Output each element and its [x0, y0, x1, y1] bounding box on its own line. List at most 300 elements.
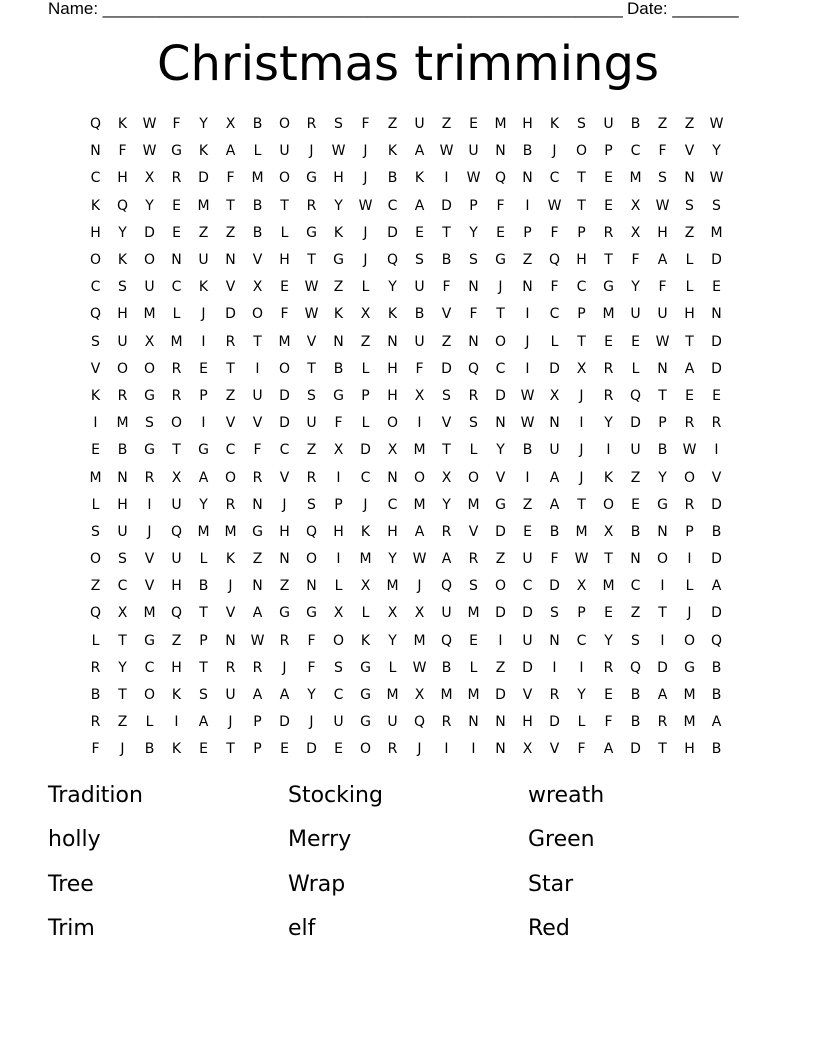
grid-letter: O	[278, 170, 291, 187]
grid-letter: I	[660, 578, 665, 595]
word-list-item: Tradition	[48, 783, 143, 808]
grid-letter: N	[279, 551, 290, 568]
grid-letter: W	[412, 659, 427, 676]
grid-letter: Y	[388, 632, 397, 649]
grid-letter: X	[414, 387, 425, 404]
grid-letter: U	[603, 116, 614, 133]
grid-letter: R	[468, 387, 479, 404]
grid-letter: O	[251, 306, 264, 323]
grid-letter: Z	[225, 224, 236, 241]
grid-letter: M	[467, 687, 480, 704]
grid-letter: J	[147, 523, 152, 540]
grid-letter: D	[495, 605, 506, 622]
grid-letter: G	[198, 442, 209, 459]
grid-letter: G	[144, 632, 155, 649]
grid-letter: J	[363, 252, 368, 269]
grid-letter: I	[201, 333, 206, 350]
grid-letter: J	[309, 143, 314, 160]
grid-letter: C	[522, 578, 533, 595]
grid-letter: S	[577, 116, 586, 133]
grid-letter: A	[657, 252, 668, 269]
grid-letter: O	[170, 415, 183, 432]
grid-letter: H	[171, 578, 182, 595]
grid-letter: P	[253, 714, 262, 731]
word-list-item: Red	[528, 915, 570, 941]
grid-letter: D	[711, 496, 722, 513]
grid-letter: F	[415, 360, 424, 377]
grid-letter: U	[252, 387, 263, 404]
grid-letter: P	[685, 523, 694, 540]
grid-letter: D	[522, 659, 533, 676]
grid-letter: N	[684, 170, 695, 187]
grid-letter: Q	[629, 387, 642, 404]
grid-letter: O	[278, 360, 291, 377]
grid-letter: F	[172, 116, 181, 133]
grid-letter: I	[714, 442, 719, 459]
grid-letter: X	[117, 605, 128, 622]
grid-letter: J	[417, 578, 422, 595]
grid-letter: N	[225, 632, 236, 649]
grid-letter: N	[495, 741, 506, 758]
grid-letter: D	[495, 523, 506, 540]
grid-letter: Y	[631, 279, 640, 296]
grid-letter: S	[145, 415, 154, 432]
grid-letter: N	[711, 306, 722, 323]
grid-letter: H	[279, 252, 290, 269]
grid-letter: J	[120, 741, 125, 758]
grid-letter: K	[90, 387, 101, 404]
grid-letter: T	[496, 306, 505, 323]
grid-letter: E	[280, 741, 289, 758]
grid-letter: X	[603, 523, 614, 540]
grid-letter: N	[333, 333, 344, 350]
name-field-label: Name: _______________________________________________________	[48, 0, 623, 18]
grid-letter: I	[525, 360, 530, 377]
grid-letter: O	[143, 360, 156, 377]
grid-letter: Z	[441, 333, 452, 350]
grid-letter: O	[602, 496, 615, 513]
grid-letter: H	[387, 387, 398, 404]
grid-letter: I	[444, 741, 449, 758]
grid-letter: R	[90, 659, 101, 676]
grid-letter: R	[144, 469, 155, 486]
grid-letter: J	[417, 741, 422, 758]
grid-letter: H	[684, 306, 695, 323]
grid-letter: D	[279, 714, 290, 731]
grid-letter: V	[90, 360, 101, 377]
grid-letter: V	[441, 415, 452, 432]
grid-letter: G	[495, 496, 506, 513]
grid-letter: Q	[89, 306, 102, 323]
grid-letter: C	[576, 279, 587, 296]
grid-letter: C	[90, 279, 101, 296]
grid-letter: M	[494, 116, 507, 133]
grid-letter: R	[684, 496, 695, 513]
grid-letter: Z	[495, 659, 506, 676]
grid-letter: Q	[170, 523, 183, 540]
grid-letter: R	[603, 224, 614, 241]
grid-letter: X	[333, 442, 344, 459]
grid-letter: T	[604, 252, 613, 269]
grid-letter: M	[602, 578, 615, 595]
grid-letter: B	[630, 116, 641, 133]
grid-letter: Z	[522, 496, 533, 513]
grid-letter: V	[306, 333, 317, 350]
grid-letter: A	[252, 687, 263, 704]
grid-letter: M	[575, 523, 588, 540]
grid-letter: C	[333, 687, 344, 704]
grid-letter: C	[576, 632, 587, 649]
grid-letter: T	[442, 442, 451, 459]
grid-letter: D	[549, 714, 560, 731]
grid-letter: I	[255, 360, 260, 377]
grid-letter: L	[199, 551, 208, 568]
grid-letter: C	[495, 360, 506, 377]
grid-letter: R	[252, 659, 263, 676]
grid-letter: M	[170, 333, 183, 350]
grid-letter: U	[522, 632, 533, 649]
grid-letter: G	[252, 523, 263, 540]
grid-letter: K	[198, 143, 209, 160]
grid-letter: D	[198, 170, 209, 187]
grid-letter: F	[658, 279, 667, 296]
grid-letter: O	[89, 252, 102, 269]
grid-letter: Z	[117, 714, 128, 731]
grid-letter: J	[282, 496, 287, 513]
grid-letter: D	[225, 306, 236, 323]
grid-letter: G	[360, 687, 371, 704]
grid-letter: J	[363, 224, 368, 241]
grid-letter: O	[413, 469, 426, 486]
grid-letter: Y	[118, 224, 127, 241]
grid-letter: S	[334, 659, 343, 676]
grid-letter: T	[658, 741, 667, 758]
grid-letter: Z	[225, 387, 236, 404]
grid-letter: X	[144, 170, 155, 187]
grid-letter: Z	[306, 442, 317, 459]
grid-letter: F	[577, 741, 586, 758]
grid-letter: Z	[90, 578, 101, 595]
grid-row	[82, 301, 732, 328]
grid-row	[82, 464, 732, 491]
grid-letter: L	[631, 360, 640, 377]
grid-letter: K	[90, 197, 101, 214]
grid-letter: M	[683, 687, 696, 704]
grid-letter: V	[252, 252, 263, 269]
grid-letter: H	[90, 224, 101, 241]
grid-letter: Q	[89, 605, 102, 622]
grid-letter: I	[174, 714, 179, 731]
grid-letter: T	[658, 605, 667, 622]
grid-letter: K	[603, 469, 614, 486]
grid-letter: F	[280, 306, 289, 323]
grid-letter: X	[414, 687, 425, 704]
grid-letter: B	[117, 442, 128, 459]
grid-letter: C	[279, 442, 290, 459]
grid-letter: W	[142, 143, 157, 160]
header-line	[48, 0, 748, 20]
grid-letter: D	[711, 252, 722, 269]
grid-letter: U	[171, 551, 182, 568]
grid-letter: W	[520, 415, 535, 432]
grid-letter: V	[252, 415, 263, 432]
grid-letter: L	[685, 578, 694, 595]
grid-letter: N	[522, 170, 533, 187]
grid-letter: D	[441, 360, 452, 377]
grid-letter: G	[171, 143, 182, 160]
grid-row	[82, 519, 732, 546]
grid-letter: M	[89, 469, 102, 486]
grid-letter: W	[655, 197, 670, 214]
grid-letter: L	[550, 333, 559, 350]
grid-letter: T	[577, 170, 586, 187]
grid-letter: M	[116, 415, 129, 432]
grid-letter: S	[307, 387, 316, 404]
grid-letter: G	[306, 605, 317, 622]
grid-letter: A	[279, 687, 290, 704]
grid-letter: K	[387, 306, 398, 323]
grid-letter: N	[252, 578, 263, 595]
grid-letter: Q	[170, 605, 183, 622]
grid-letter: L	[145, 714, 154, 731]
grid-letter: U	[171, 496, 182, 513]
grid-letter: S	[334, 116, 343, 133]
grid-letter: X	[387, 442, 398, 459]
grid-letter: W	[709, 116, 724, 133]
grid-letter: T	[226, 197, 235, 214]
word-list-item: holly	[48, 827, 101, 853]
grid-letter: C	[630, 143, 641, 160]
grid-letter: E	[172, 224, 181, 241]
grid-letter: O	[143, 252, 156, 269]
grid-letter: R	[306, 116, 317, 133]
grid-letter: P	[199, 387, 208, 404]
grid-letter: Z	[495, 551, 506, 568]
grid-letter: Q	[440, 632, 453, 649]
grid-letter: E	[604, 333, 613, 350]
grid-letter: P	[604, 143, 613, 160]
grid-letter: O	[143, 687, 156, 704]
grid-letter: M	[386, 687, 399, 704]
grid-letter: N	[90, 143, 101, 160]
grid-letter: X	[522, 741, 533, 758]
grid-letter: K	[198, 279, 209, 296]
grid-letter: O	[494, 333, 507, 350]
grid-letter: S	[91, 333, 100, 350]
grid-letter: T	[226, 741, 235, 758]
grid-letter: P	[334, 496, 343, 513]
grid-letter: O	[278, 116, 291, 133]
grid-letter: K	[333, 224, 344, 241]
grid-letter: R	[306, 197, 317, 214]
grid-letter: Q	[548, 252, 561, 269]
grid-letter: N	[522, 279, 533, 296]
grid-row	[82, 356, 732, 383]
grid-letter: D	[711, 605, 722, 622]
grid-letter: F	[253, 442, 262, 459]
grid-letter: N	[549, 632, 560, 649]
grid-letter: I	[687, 551, 692, 568]
grid-letter: I	[336, 469, 341, 486]
grid-letter: X	[630, 224, 641, 241]
grid-letter: K	[117, 252, 128, 269]
grid-letter: I	[417, 415, 422, 432]
grid-letter: M	[440, 687, 453, 704]
grid-letter: E	[604, 170, 613, 187]
grid-letter: L	[361, 415, 370, 432]
grid-letter: L	[685, 279, 694, 296]
grid-letter: L	[91, 496, 100, 513]
grid-letter: W	[412, 551, 427, 568]
grid-letter: Z	[684, 116, 695, 133]
grid-letter: F	[550, 551, 559, 568]
grid-letter: E	[91, 442, 100, 459]
grid-letter: Y	[388, 279, 397, 296]
grid-letter: N	[117, 469, 128, 486]
grid-letter: L	[361, 605, 370, 622]
grid-letter: U	[333, 714, 344, 731]
grid-letter: T	[280, 197, 289, 214]
grid-letter: N	[468, 333, 479, 350]
grid-letter: B	[144, 741, 155, 758]
grid-row	[82, 682, 732, 709]
grid-letter: F	[118, 143, 127, 160]
grid-letter: T	[118, 687, 127, 704]
grid-letter: D	[711, 551, 722, 568]
grid-letter: G	[279, 605, 290, 622]
grid-letter: R	[171, 360, 182, 377]
grid-letter: B	[252, 116, 263, 133]
grid-letter: C	[387, 197, 398, 214]
grid-letter: P	[658, 415, 667, 432]
grid-letter: N	[225, 252, 236, 269]
grid-letter: R	[549, 687, 560, 704]
word-list-item: Wrap	[288, 871, 346, 897]
grid-letter: M	[386, 578, 399, 595]
grid-row	[82, 329, 732, 356]
grid-letter: P	[199, 632, 208, 649]
grid-letter: W	[682, 442, 697, 459]
grid-letter: J	[282, 659, 287, 676]
grid-letter: Z	[252, 551, 263, 568]
grid-row	[82, 492, 732, 519]
grid-letter: D	[657, 659, 668, 676]
grid-letter: Z	[360, 333, 371, 350]
grid-letter: O	[467, 469, 480, 486]
grid-letter: V	[279, 469, 290, 486]
grid-letter: L	[685, 252, 694, 269]
grid-letter: R	[117, 387, 128, 404]
grid-letter: F	[307, 659, 316, 676]
grid-letter: G	[306, 224, 317, 241]
grid-letter: P	[577, 306, 586, 323]
grid-letter: L	[469, 442, 478, 459]
grid-letter: S	[685, 197, 694, 214]
grid-letter: G	[333, 387, 344, 404]
grid-letter: V	[522, 687, 533, 704]
grid-letter: N	[387, 333, 398, 350]
grid-letter: A	[414, 523, 425, 540]
grid-letter: I	[201, 415, 206, 432]
grid-letter: I	[336, 551, 341, 568]
grid-letter: B	[441, 659, 452, 676]
grid-letter: Q	[305, 523, 318, 540]
grid-letter: W	[574, 551, 589, 568]
grid-letter: C	[117, 578, 128, 595]
grid-letter: L	[172, 306, 181, 323]
grid-letter: T	[199, 605, 208, 622]
grid-letter: F	[469, 306, 478, 323]
grid-letter: J	[525, 333, 530, 350]
grid-letter: J	[228, 714, 233, 731]
grid-letter: T	[118, 632, 127, 649]
grid-letter: N	[306, 578, 317, 595]
grid-letter: T	[577, 496, 586, 513]
grid-letter: U	[657, 306, 668, 323]
grid-letter: A	[414, 197, 425, 214]
grid-row	[82, 111, 732, 138]
grid-letter: T	[604, 551, 613, 568]
grid-letter: D	[711, 333, 722, 350]
grid-letter: E	[199, 741, 208, 758]
grid-row	[82, 410, 732, 437]
grid-letter: M	[710, 224, 723, 241]
grid-letter: I	[525, 306, 530, 323]
grid-letter: V	[684, 143, 695, 160]
date-field-label: Date: _______	[627, 0, 739, 18]
grid-letter: E	[172, 197, 181, 214]
grid-letter: D	[495, 387, 506, 404]
grid-letter: X	[576, 578, 587, 595]
grid-letter: K	[360, 523, 371, 540]
grid-letter: K	[549, 116, 560, 133]
grid-letter: V	[441, 306, 452, 323]
grid-letter: L	[334, 578, 343, 595]
grid-letter: S	[550, 605, 559, 622]
grid-letter: X	[549, 387, 560, 404]
grid-letter: P	[577, 224, 586, 241]
grid-letter: E	[604, 687, 613, 704]
grid-letter: U	[387, 714, 398, 731]
grid-row	[82, 220, 732, 247]
grid-letter: W	[142, 116, 157, 133]
grid-letter: D	[630, 741, 641, 758]
grid-letter: L	[469, 659, 478, 676]
grid-letter: O	[116, 360, 129, 377]
grid-letter: B	[90, 687, 101, 704]
grid-letter: U	[522, 551, 533, 568]
grid-letter: K	[117, 116, 128, 133]
grid-letter: A	[225, 143, 236, 160]
grid-letter: B	[387, 170, 398, 187]
grid-letter: N	[171, 252, 182, 269]
grid-letter: J	[552, 143, 557, 160]
grid-letter: N	[252, 496, 263, 513]
grid-letter: L	[280, 224, 289, 241]
grid-letter: Z	[441, 116, 452, 133]
grid-row	[82, 274, 732, 301]
grid-letter: T	[577, 197, 586, 214]
grid-letter: C	[90, 170, 101, 187]
grid-letter: A	[684, 360, 695, 377]
grid-letter: O	[332, 632, 345, 649]
word-list-item: elf	[288, 915, 316, 941]
grid-letter: M	[467, 605, 480, 622]
grid-letter: S	[118, 279, 127, 296]
grid-letter: L	[361, 279, 370, 296]
grid-letter: P	[361, 387, 370, 404]
grid-letter: S	[307, 496, 316, 513]
